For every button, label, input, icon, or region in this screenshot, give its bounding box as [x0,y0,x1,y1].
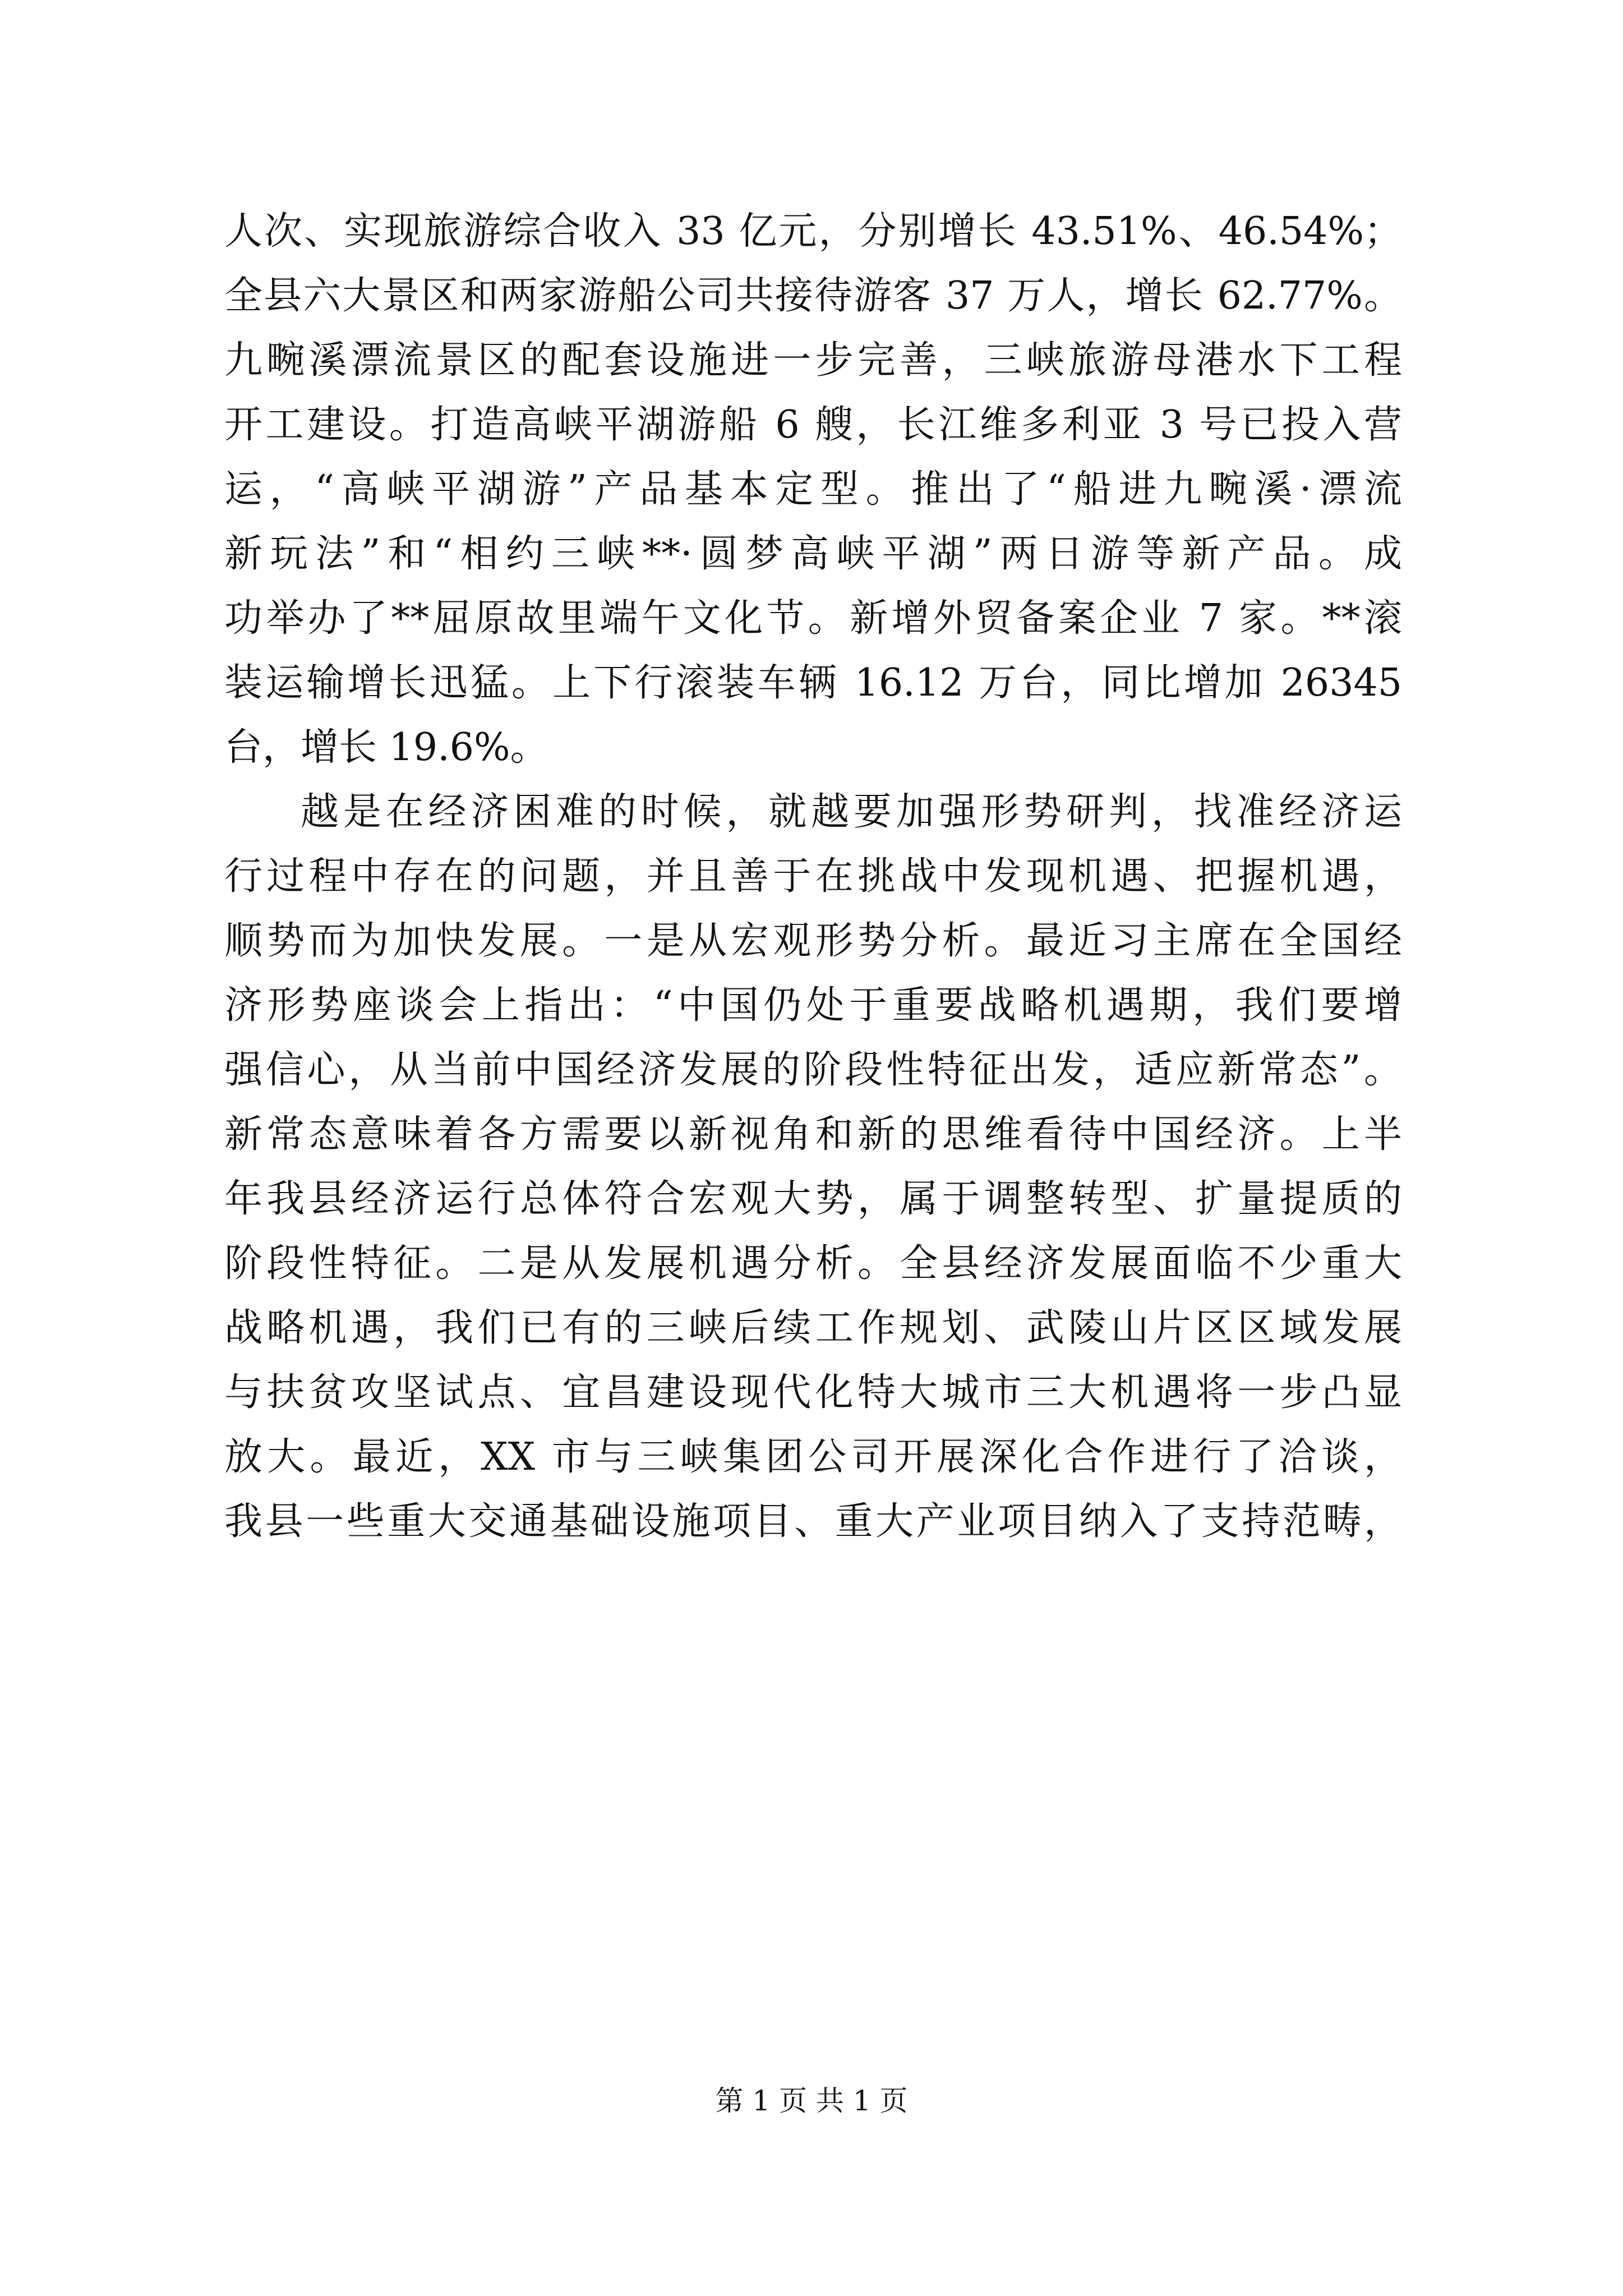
text-line: 人次、实现旅游综合收入 33 亿元，分别增长 43.51%、46.54%； [224,209,1402,254]
text-line: 九畹溪漂流景区的配套设施进一步完善，三峡旅游母港水下工程 [224,338,1402,383]
page-footer [0,2078,1623,2119]
text-line: 功举办了**屈原故里端午文化节。新增外贸备案企业 7 家。**滚 [224,596,1402,641]
page-number: 第 1 页 共 1 页 [715,2085,908,2117]
text-line: 年我县经济运行总体符合宏观大势，属于调整转型、扩量提质的 [224,1177,1402,1221]
text-line: 运，“高峡平湖游”产品基本定型。推出了“船进九畹溪·漂流 [224,467,1402,512]
text-line: 全县六大景区和两家游船公司共接待游客 37 万人，增长 62.77%。 [224,274,1402,318]
text-line: 我县一些重大交通基础设施项目、重大产业项目纳入了支持范畴， [224,1499,1402,1544]
text-line: 顺势而为加快发展。一是从宏观形势分析。最近习主席在全国经 [224,919,1402,963]
text-line: 开工建设。打造高峡平湖游船 6 艘，长江维多利亚 3 号已投入营 [224,403,1402,447]
text-line: 新玩法”和“相约三峡**·圆梦高峡平湖”两日游等新产品。成 [224,532,1402,576]
text-line: 装运输增长迅猛。上下行滚装车辆 16.12 万台，同比增加 26345 [224,661,1402,705]
text-line: 济形势座谈会上指出：“中国仍处于重要战略机遇期，我们要增 [224,983,1402,1028]
body-text [224,199,1402,1554]
text-line: 放大。最近，XX 市与三峡集团公司开展深化合作进行了洽谈， [224,1435,1402,1479]
text-line: 台，增长 19.6%。 [224,725,548,770]
text-line: 强信心，从当前中国经济发展的阶段性特征出发，适应新常态”。 [224,1048,1402,1092]
text-line: 行过程中存在的问题，并且善于在挑战中发现机遇、把握机遇， [224,854,1402,899]
text-line: 阶段性特征。二是从发展机遇分析。全县经济发展面临不少重大 [224,1241,1402,1286]
text-line: 新常态意味着各方需要以新视角和新的思维看待中国经济。上半 [224,1112,1402,1157]
text-line: 战略机遇，我们已有的三峡后续工作规划、武陵山片区区域发展 [224,1306,1402,1350]
paragraph-first-line: 越是在经济困难的时候，就越要加强形势研判，找准经济运 [301,790,1402,834]
text-line: 与扶贫攻坚试点、宜昌建设现代化特大城市三大机遇将一步凸显 [224,1370,1402,1415]
